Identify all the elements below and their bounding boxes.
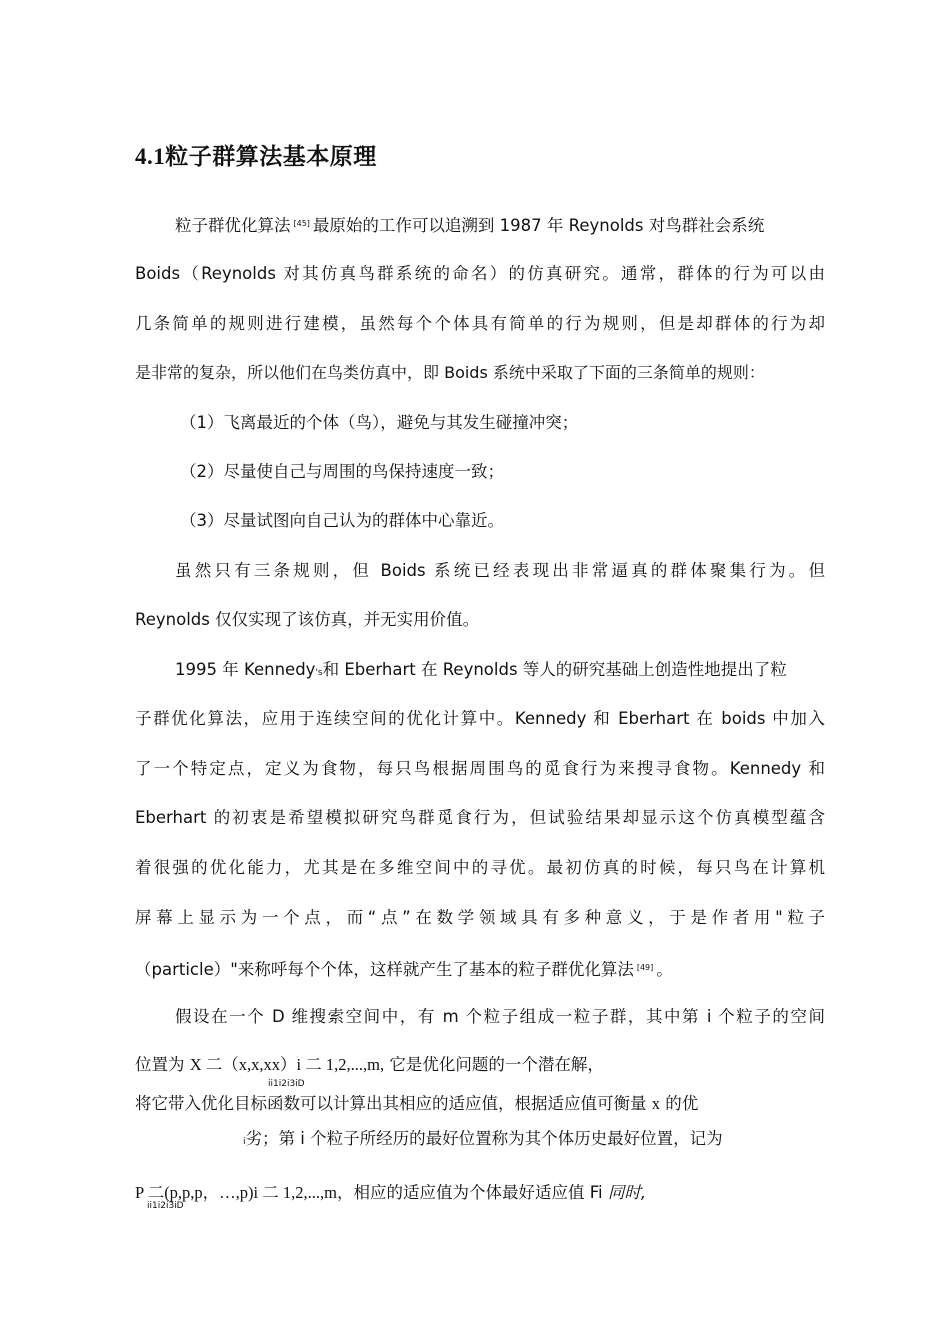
best-position-formula: P 二(p,p,p，…,p)i 二 1,2,...,m， [135, 1183, 354, 1202]
text-span: 的优 [665, 1094, 699, 1113]
paragraph-3-line-3: 了一个特定点，定义为食物，每只鸟根据周围鸟的觅食行为来搜寻食物。Kennedy 和 [135, 759, 825, 778]
superscript: 's [315, 668, 323, 678]
text-span: 相应的适应值为个体最好适应值 Fi [353, 1183, 603, 1202]
citation: [45] [293, 219, 310, 228]
paragraph-4-line-5 [135, 1182, 825, 1204]
paragraph-4-line-3 [135, 1093, 825, 1115]
text-span: 1995 年 Kennedy [175, 660, 316, 679]
paragraph-1-line-2: Boids（Reynolds 对其仿真鸟群系统的命名）的仿真研究。通常，群体的行为可以由 [135, 264, 825, 283]
text-span: 它是优化问题的一个潜在解， [389, 1055, 604, 1074]
text-span: 粒子群优化算法 [175, 216, 291, 235]
text-span: 同时, [607, 1183, 647, 1202]
text-span: 位置为 [135, 1055, 185, 1074]
paragraph-3-line-7 [135, 957, 825, 981]
position-formula: X 二（x,x,xx）i 二 1,2,...,m, [189, 1055, 385, 1074]
paragraph-1-line-3: 几条简单的规则进行建模，虽然每个个体具有简单的行为规则，但是却群体的行为却 [135, 314, 825, 333]
paragraph-3-line-2: 子群优化算法，应用于连续空间的优化计算中。Kennedy 和 Eberhart 在 boids 中加入 [135, 709, 825, 728]
paragraph-1-line-4: 是非常的复杂，所以他们在鸟类仿真中，即 Boids 系统中采取了下面的三条简单的规则： [135, 363, 765, 382]
paragraph-4-line-4 [243, 1128, 803, 1153]
formula-subscript: ii1i2i3iD [147, 1201, 184, 1211]
paragraph-4-line-2 [135, 1054, 825, 1076]
paragraph-3-line-5: 着很强的优化能力，尤其是在多维空间中的寻优。最初仿真的时候，每只鸟在计算机 [135, 858, 825, 877]
rule-item: （1）飞离最近的个体（鸟），避免与其发生碰撞冲突； [180, 413, 579, 432]
paragraph-1-line-1 [175, 213, 825, 237]
text-span: （particle）"来称呼每个个体，这样就产生了基本的粒子群优化算法 [135, 960, 634, 979]
text-span: 劣；第 i 个粒子所经历的最好位置称为其个体历史最好位置，记为 [245, 1129, 723, 1148]
paragraph-3-line-4: Eberhart 的初衷是希望模拟研究鸟群觅食行为，但试验结果却显示这个仿真模型蕴含 [135, 808, 825, 827]
paragraph-3-line-1 [175, 659, 825, 684]
text-span: 将它带入优化目标函数可以计算出其相应的适应值，根据适应值可衡量 [135, 1094, 647, 1113]
text-span: 和 Eberhart 在 Reynolds 等人的研究基础上创造性地提出了粒 [322, 660, 787, 679]
rule-item: （3）尽量试图向自己认为的群体中心靠近。 [180, 511, 504, 530]
text-span: 。 [656, 960, 673, 979]
paragraph-2-line-1: 虽然只有三条规则，但 Boids 系统已经表现出非常逼真的群体聚集行为。但 [175, 561, 825, 580]
paragraph-2-line-2: Reynolds 仅仅实现了该仿真，并无实用价值。 [135, 610, 480, 629]
section-heading: 4.1粒子群算法基本原理 [135, 144, 377, 169]
citation: [49] [636, 963, 654, 972]
variable-x: x [651, 1094, 660, 1113]
paragraph-4-line-1: 假设在一个 D 维搜索空间中，有 m 个粒子组成一粒子群，其中第 i 个粒子的空间 [175, 1007, 825, 1026]
subscript: i [243, 1137, 246, 1147]
text-span: 最原始的工作可以追溯到 1987 年 Reynolds 对鸟群社会系统 [312, 216, 765, 235]
formula-subscript: ii1i2i3iD [268, 1079, 305, 1089]
rule-item: （2）尽量使自己与周围的鸟保持速度一致； [180, 462, 504, 481]
paragraph-3-line-6: 屏幕上显示为一个点，而“点”在数学领域具有多种意义，于是作者用"粒子 [135, 908, 825, 927]
